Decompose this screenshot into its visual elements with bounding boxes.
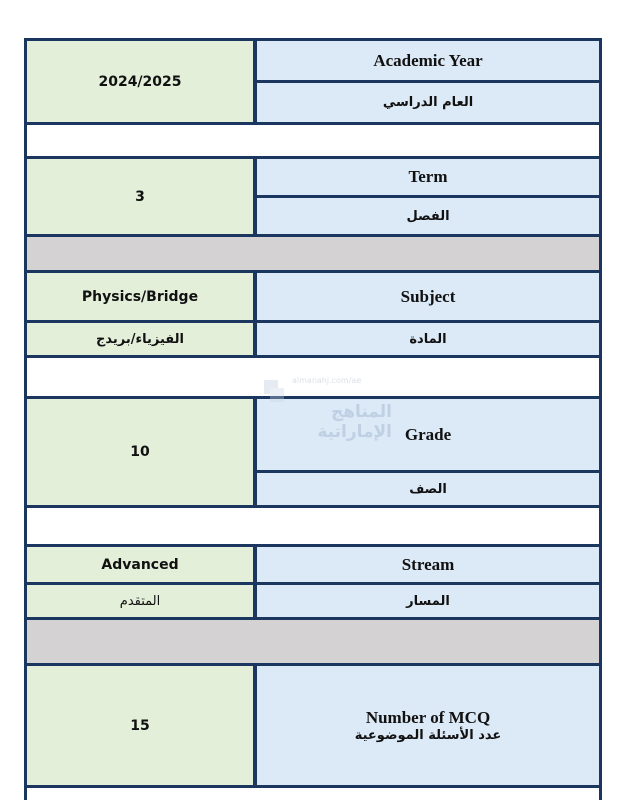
separator-row [27, 358, 599, 396]
stream-label-ar: المسار [257, 585, 599, 617]
mcq-label-ar: عدد الأسئلة الموضوعية [354, 728, 502, 743]
term-label-ar: الفصل [257, 198, 599, 234]
stream-value-ar: المتقدم [27, 585, 253, 617]
watermark-url: almanahj.com/ae [292, 376, 362, 385]
subject-value-en: Physics/Bridge [27, 273, 253, 320]
info-table [24, 38, 602, 800]
bottom-row [27, 788, 599, 800]
subject-label-en: Subject [257, 273, 599, 320]
academic-year-label-ar: العام الدراسي [257, 83, 599, 122]
term-value: 3 [27, 159, 253, 234]
subject-label-ar: المادة [257, 323, 599, 355]
stream-label-en: Stream [257, 547, 599, 582]
grade-label-en: Grade [257, 399, 599, 470]
subject-value-ar: الفيزياء/بريدج [27, 323, 253, 355]
separator-row [27, 237, 599, 270]
mcq-label-en: Number of MCQ [365, 707, 491, 727]
separator-row [27, 508, 599, 544]
separator-row [27, 125, 599, 156]
mcq-label [257, 666, 599, 785]
separator-row [27, 620, 599, 663]
watermark-text: المناهج الإماراتية [317, 402, 392, 442]
term-label-en: Term [257, 159, 599, 195]
mcq-value: 15 [27, 666, 253, 785]
grade-label-ar: الصف [257, 473, 599, 505]
grade-value: 10 [27, 399, 253, 505]
academic-year-label-en: Academic Year [257, 41, 599, 80]
academic-year-value: 2024/2025 [27, 41, 253, 122]
stream-value-en: Advanced [27, 547, 253, 582]
